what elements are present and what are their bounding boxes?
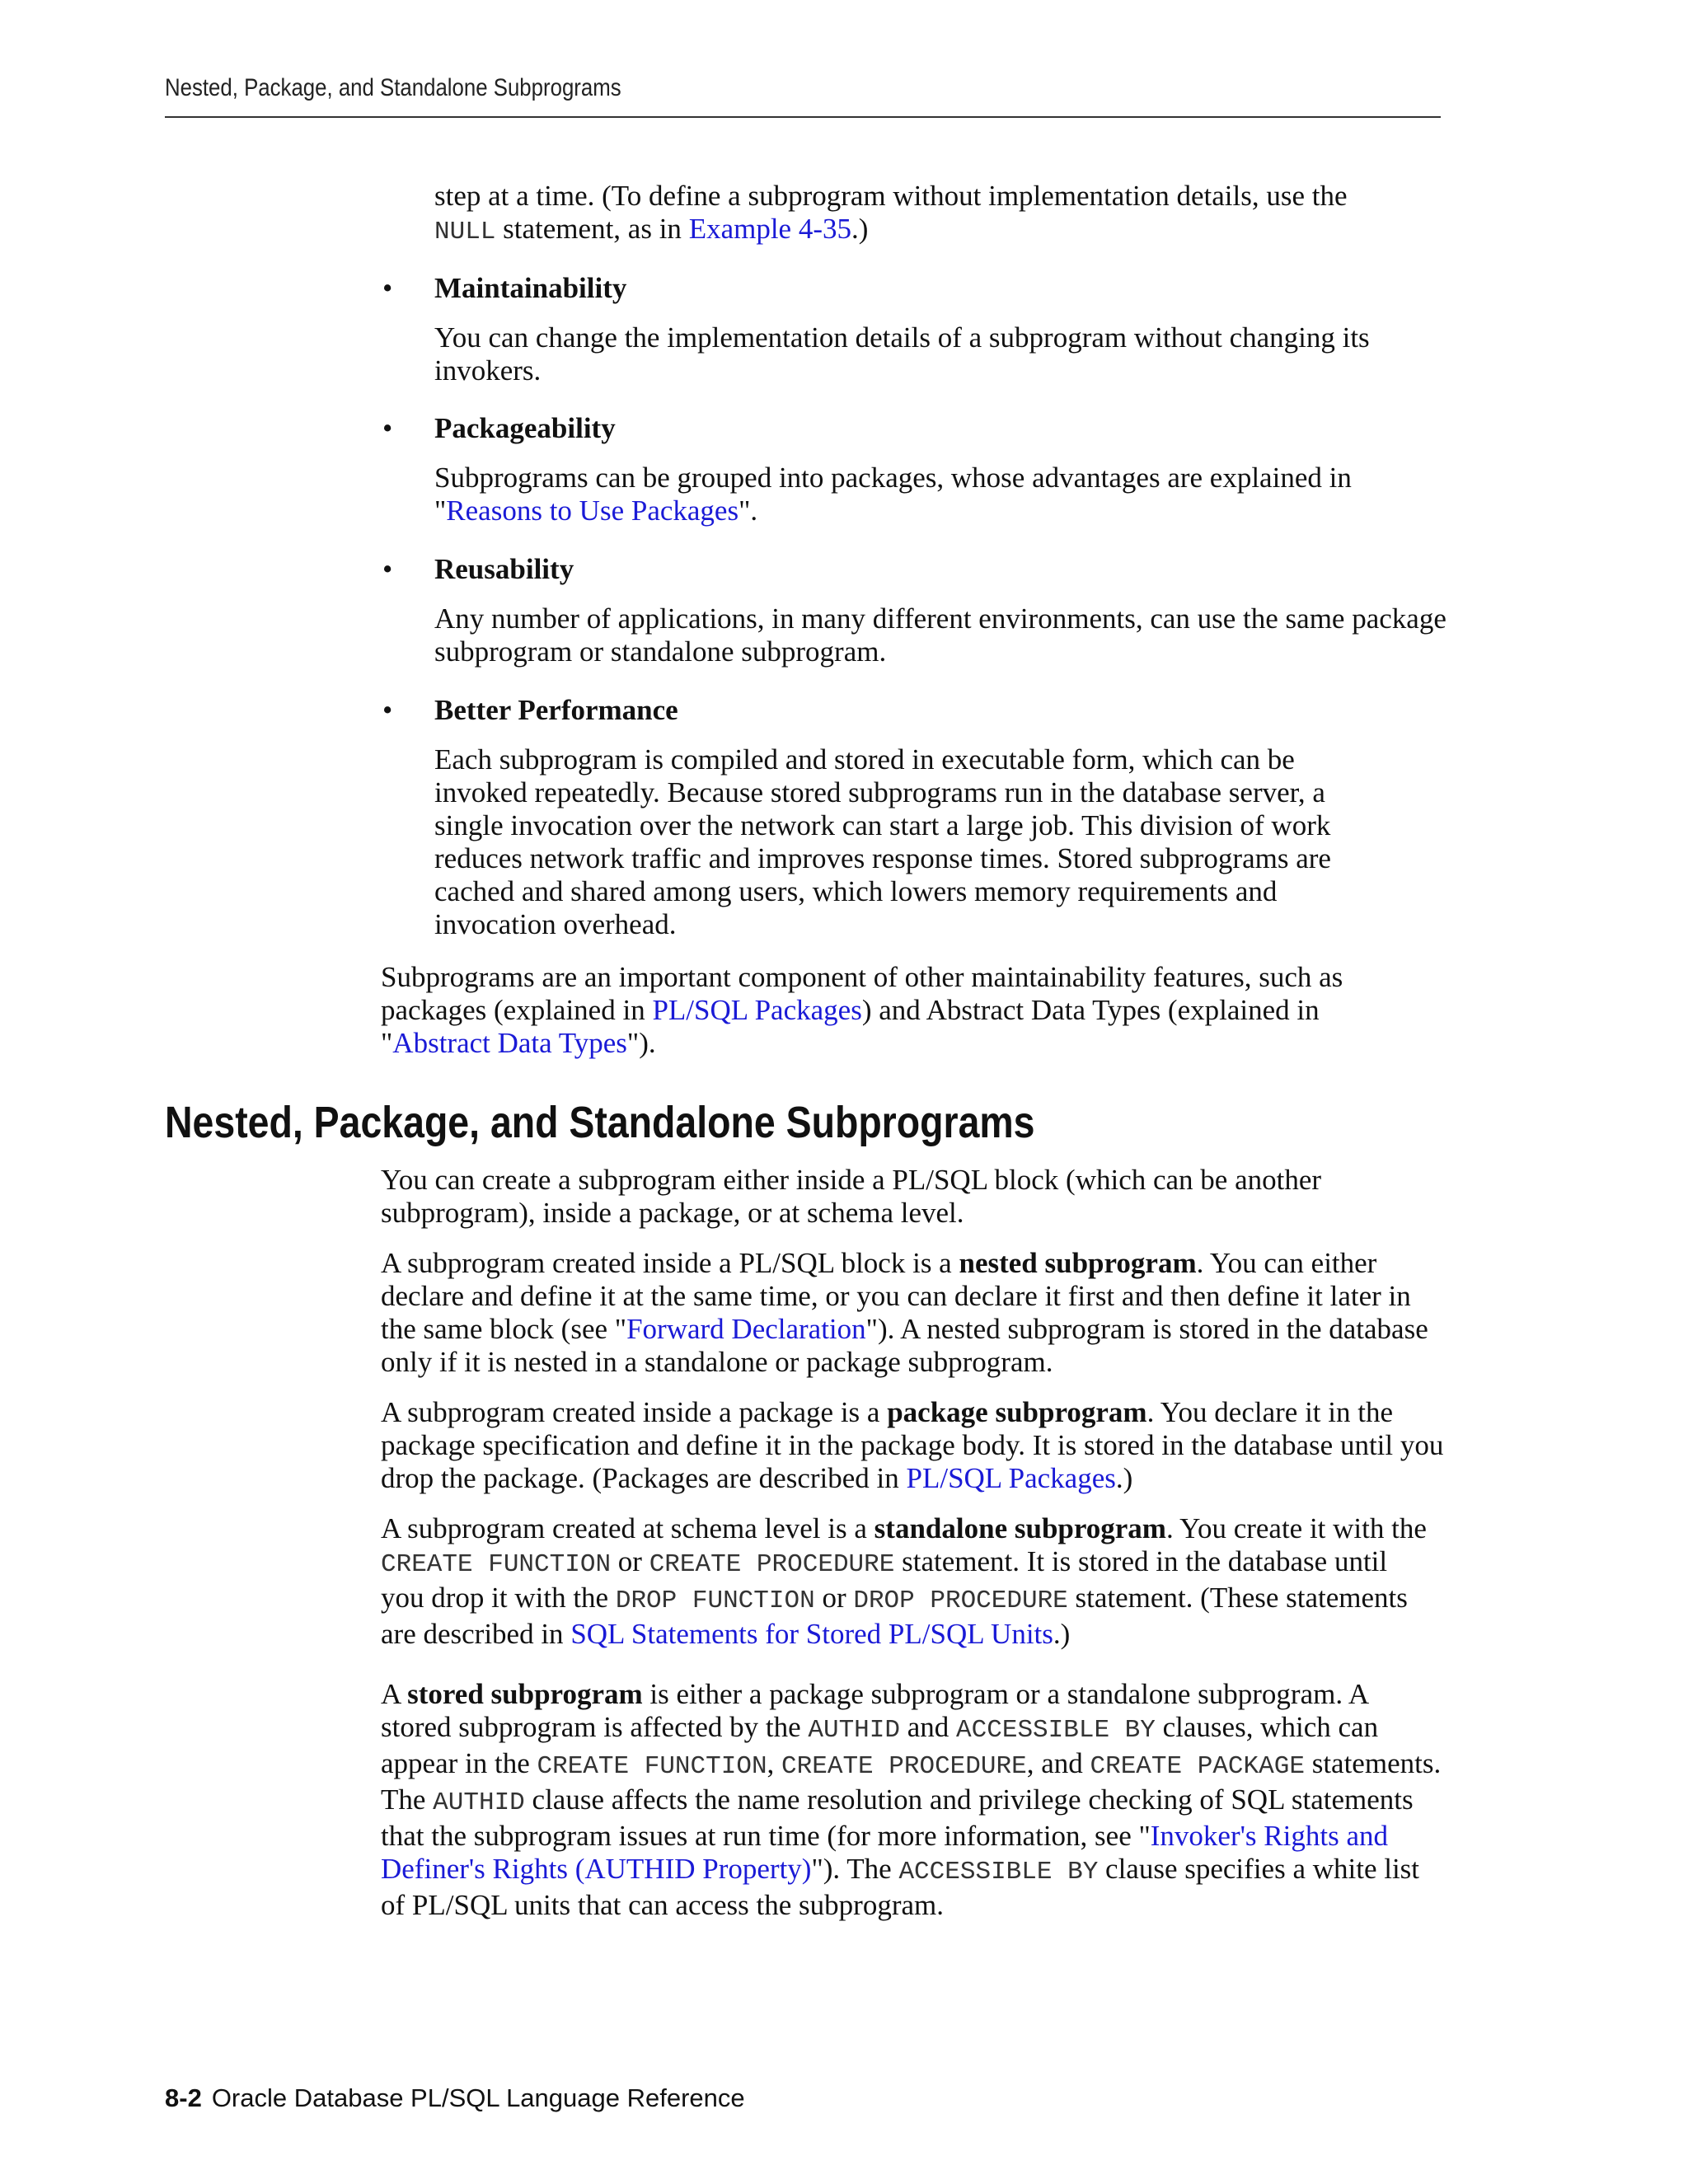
intro-line1: step at a time. (To define a subprogram without implementation details, use the <box>434 180 1348 212</box>
paragraph-text: is either a package subprogram or a standalone subprogram. A stored subprogram is affected by the <box>381 1678 1368 1743</box>
term-standalone-subprogram: standalone subprogram <box>874 1512 1166 1544</box>
bullet-text-maintainability: You can change the implementation details of a subprogram without changing its invokers. <box>434 321 1370 387</box>
bullet-marker: • <box>382 694 393 726</box>
paragraph-text: A subprogram created at schema level is a <box>381 1512 874 1544</box>
plsql-packages-link[interactable]: PL/SQL Packages <box>652 994 862 1026</box>
paragraph-text: or <box>611 1545 649 1577</box>
code-create-procedure: CREATE PROCEDURE <box>649 1550 895 1579</box>
intro-text-end: .) <box>851 213 869 245</box>
paragraph-text: statement. It is stored in the database until you drop it with the <box>381 1545 1388 1614</box>
sql-statements-stored-units-link[interactable]: SQL Statements for Stored PL/SQL Units <box>570 1618 1053 1650</box>
paragraph-text: clause specifies a white list of PL/SQL units that can access the subprogram. <box>381 1853 1420 1921</box>
term-nested-subprogram: nested subprogram <box>959 1247 1197 1279</box>
paragraph-text: .) <box>1115 1462 1133 1494</box>
paragraph-text: , and <box>1026 1747 1090 1779</box>
code-accessible-by: ACCESSIBLE BY <box>898 1858 1099 1886</box>
paragraph-text: clause affects the name resolution and privilege checking of SQL statements that the subprogram issues at run time (for more information, see " <box>381 1783 1414 1852</box>
paragraph-text: . You can either declare and define it at the same time, or you can declare it first and then define it later in the same block (see " <box>381 1247 1411 1345</box>
paragraph-text: A subprogram created inside a PL/SQL block is a <box>381 1247 959 1279</box>
paragraph-text: .) <box>1053 1618 1071 1650</box>
page-number: 8-2 <box>165 2083 202 2112</box>
page-footer <box>165 2083 745 2113</box>
closing-paragraph <box>381 961 1411 1060</box>
code-drop-function: DROP FUNCTION <box>615 1586 815 1615</box>
paragraph-text: "). The <box>811 1853 899 1885</box>
code-create-procedure: CREATE PROCEDURE <box>781 1752 1027 1781</box>
paragraph-text: . You declare it in the package specification and define it in the package body. It is stored in the database until you drop the package. (Packages are described in <box>381 1396 1444 1494</box>
book-title: Oracle Database PL/SQL Language Reference <box>211 2083 745 2112</box>
bullet-text-packageability <box>434 462 1448 527</box>
paragraph-text: , <box>767 1747 782 1779</box>
example-4-35-link[interactable]: Example 4-35 <box>688 213 851 245</box>
code-create-function: CREATE FUNCTION <box>381 1550 612 1579</box>
paragraph-text: clauses, which can appear in the <box>381 1711 1379 1779</box>
bullet-marker: • <box>382 272 393 304</box>
code-authid: AUTHID <box>433 1788 525 1817</box>
bullet-title-better-performance: Better Performance <box>434 694 678 726</box>
code-accessible-by: ACCESSIBLE BY <box>956 1716 1156 1745</box>
abstract-data-types-link[interactable]: Abstract Data Types <box>392 1027 627 1059</box>
paragraph-text: . You create it with the <box>1165 1512 1427 1544</box>
section-paragraph-nested <box>381 1247 1448 1379</box>
paragraph-text: A subprogram created inside a package is a <box>381 1396 888 1428</box>
paragraph-text: or <box>814 1582 854 1614</box>
paragraph-text: A <box>381 1678 408 1710</box>
bullet-title-maintainability: Maintainability <box>434 272 627 304</box>
paragraph-text: statements. The <box>381 1747 1442 1816</box>
reasons-to-use-packages-link[interactable]: Reasons to Use Packages <box>446 494 739 527</box>
closing-text: Subprograms are an important component of other maintainability features, such as packages (explained in <box>381 961 1343 1026</box>
running-header-title: Nested, Package, and Standalone Subprograms <box>165 74 621 101</box>
section-paragraph-1: You can create a subprogram either inside a PL/SQL block (which can be another subprogram), inside a package, or at schema level. <box>381 1164 1322 1229</box>
bullet-marker: • <box>382 412 393 444</box>
section-paragraph-standalone <box>381 1512 1436 1651</box>
packageability-text: Subprograms can be grouped into packages, whose advantages are explained in " <box>434 462 1352 527</box>
bullet-text-reusability: Any number of applications, in many different environments, can use the same package subprogram or standalone subprogram. <box>434 602 1447 668</box>
bullet-title-reusability: Reusability <box>434 553 574 585</box>
section-paragraph-package <box>381 1396 1448 1495</box>
bullet-text-better-performance: Each subprogram is compiled and stored in executable form, which can be invoked repeatedly. Because stored subprograms run in the database server, a single invocation over the network can start a large job. This division of work reduces network traffic and improves response times. Stored subprograms are cached and shared among users, which lowers memory requirements and invocation overhead. <box>434 743 1331 940</box>
paragraph-text: statement. (These statements are described in <box>381 1582 1408 1650</box>
paragraph-text: "). A nested subprogram is stored in the database only if it is nested in a standalone or package subprogram. <box>381 1313 1428 1378</box>
section-heading: Nested, Package, and Standalone Subprograms <box>165 1098 1035 1147</box>
intro-paragraph <box>434 180 1448 249</box>
term-package-subprogram: package subprogram <box>887 1396 1147 1428</box>
term-stored-subprogram: stored subprogram <box>407 1678 643 1710</box>
code-create-package: CREATE PACKAGE <box>1090 1752 1305 1781</box>
null-code: NULL <box>434 218 496 246</box>
code-authid: AUTHID <box>808 1716 900 1745</box>
code-drop-procedure: DROP PROCEDURE <box>853 1586 1068 1615</box>
bullet-title-packageability: Packageability <box>434 412 616 444</box>
packageability-text-end: ". <box>738 494 758 527</box>
bullet-marker: • <box>382 553 393 585</box>
section-paragraph-stored <box>381 1678 1444 1922</box>
closing-text-end: "). <box>626 1027 656 1059</box>
intro-text: statement, as in <box>495 213 689 245</box>
code-create-function: CREATE FUNCTION <box>537 1752 767 1781</box>
paragraph-text: and <box>900 1711 957 1743</box>
closing-text: ) and Abstract Data Types (explained in " <box>381 994 1320 1059</box>
invokers-rights-link[interactable]: Invoker's Rights and Definer's Rights (AUTHID Property) <box>381 1820 1389 1885</box>
header-divider <box>165 116 1441 118</box>
plsql-packages-link[interactable]: PL/SQL Packages <box>906 1462 1116 1494</box>
forward-declaration-link[interactable]: Forward Declaration <box>626 1313 866 1345</box>
